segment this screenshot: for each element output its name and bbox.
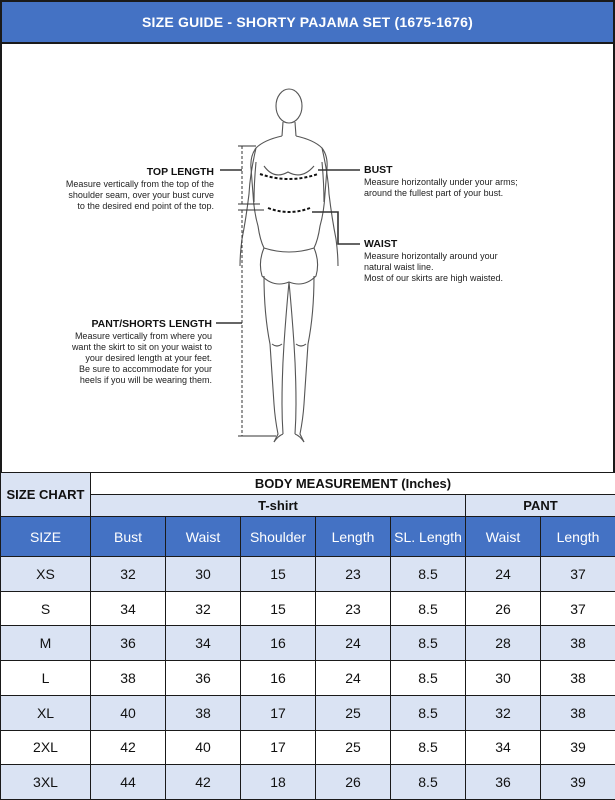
measurement-cell: 17 — [241, 730, 316, 765]
table-row — [1, 730, 615, 765]
waist-heading: WAIST — [364, 238, 398, 250]
measurement-cell: 16 — [241, 661, 316, 696]
measurement-cell: 8.5 — [391, 765, 466, 800]
measurement-cell: 39 — [541, 765, 615, 800]
table-row — [1, 557, 615, 592]
bust-heading: BUST — [364, 164, 393, 176]
measurement-cell: 23 — [316, 557, 391, 592]
measurement-cell: 17 — [241, 695, 316, 730]
column-header: Length — [541, 517, 615, 557]
measurement-cell: 24 — [316, 661, 391, 696]
bust-label — [364, 164, 564, 199]
size-cell: L — [1, 661, 91, 696]
measurement-cell: 28 — [466, 626, 541, 661]
measurement-cell: 38 — [541, 661, 615, 696]
size-cell: M — [1, 626, 91, 661]
column-header: Waist — [466, 517, 541, 557]
bust-line: around the fullest part of your bust. — [364, 188, 504, 198]
measurement-cell: 8.5 — [391, 661, 466, 696]
column-header-row — [1, 517, 615, 557]
size-cell: S — [1, 591, 91, 626]
measurement-cell: 32 — [466, 695, 541, 730]
column-header: SIZE — [1, 517, 91, 557]
pant-length-line: want the skirt to sit on your waist to — [71, 342, 212, 352]
size-cell: 3XL — [1, 765, 91, 800]
measurement-cell: 15 — [241, 557, 316, 592]
measurement-cell: 15 — [241, 591, 316, 626]
waist-line: Measure horizontally around your — [364, 251, 498, 261]
table-row — [1, 626, 615, 661]
measurement-cell: 25 — [316, 695, 391, 730]
column-header: Shoulder — [241, 517, 316, 557]
size-cell: XL — [1, 695, 91, 730]
pant-length-line: heels if you will be wearing them. — [79, 375, 212, 385]
measurement-cell: 24 — [316, 626, 391, 661]
measurement-diagram — [0, 44, 615, 472]
size-chart-table — [0, 472, 615, 800]
top-length-line: to the desired end point of the top. — [77, 201, 214, 211]
measurement-cell: 26 — [316, 765, 391, 800]
measurement-cell: 42 — [166, 765, 241, 800]
measurement-cell: 36 — [91, 626, 166, 661]
mannequin-head — [276, 89, 302, 123]
measurement-cell: 8.5 — [391, 626, 466, 661]
bust-measure-line — [260, 174, 318, 179]
measurement-cell: 8.5 — [391, 557, 466, 592]
top-length-label — [42, 166, 214, 212]
measurement-cell: 34 — [91, 591, 166, 626]
page-title: SIZE GUIDE - SHORTY PAJAMA SET (1675-1676) — [0, 0, 615, 44]
column-header: Length — [316, 517, 391, 557]
measurement-cell: 23 — [316, 591, 391, 626]
size-cell: 2XL — [1, 730, 91, 765]
tshirt-group-header: T-shirt — [91, 495, 466, 517]
measurement-cell: 36 — [166, 661, 241, 696]
top-length-heading: TOP LENGTH — [146, 166, 214, 178]
measurement-cell: 40 — [166, 730, 241, 765]
measurement-cell: 38 — [91, 661, 166, 696]
table-row — [1, 591, 615, 626]
measurement-cell: 30 — [466, 661, 541, 696]
measurement-cell: 38 — [541, 626, 615, 661]
waist-measure-line — [268, 208, 310, 212]
column-header: Waist — [166, 517, 241, 557]
measurement-cell: 37 — [541, 557, 615, 592]
measurement-cell: 39 — [541, 730, 615, 765]
pant-length-line: Measure vertically from where you — [74, 331, 212, 341]
table-row — [1, 661, 615, 696]
waist-label — [364, 238, 564, 284]
column-header: Bust — [91, 517, 166, 557]
measurement-cell: 32 — [166, 591, 241, 626]
table-row — [1, 765, 615, 800]
table-row — [1, 695, 615, 730]
pant-length-line: Be sure to accommodate for your — [78, 364, 212, 374]
top-length-line: Measure vertically from the top of the — [65, 179, 214, 189]
measurement-cell: 37 — [541, 591, 615, 626]
measurement-cell: 34 — [166, 626, 241, 661]
measurement-cell: 38 — [166, 695, 241, 730]
measurement-cell: 40 — [91, 695, 166, 730]
measurement-cell: 8.5 — [391, 591, 466, 626]
measurement-cell: 8.5 — [391, 695, 466, 730]
measurement-cell: 32 — [91, 557, 166, 592]
column-header: SL. Length — [391, 517, 466, 557]
measurement-cell: 24 — [466, 557, 541, 592]
measurement-cell: 34 — [466, 730, 541, 765]
measurement-cell: 30 — [166, 557, 241, 592]
bust-line: Measure horizontally under your arms; — [364, 177, 518, 187]
waist-line: Most of our skirts are high waisted. — [364, 273, 504, 283]
measurement-cell: 25 — [316, 730, 391, 765]
measurement-cell: 18 — [241, 765, 316, 800]
measurement-cell: 38 — [541, 695, 615, 730]
measurement-cell: 16 — [241, 626, 316, 661]
size-cell: XS — [1, 557, 91, 592]
measurement-cell: 36 — [466, 765, 541, 800]
pant-length-line: your desired length at your feet. — [85, 353, 212, 363]
measurement-cell: 44 — [91, 765, 166, 800]
pant-length-heading: PANT/SHORTS LENGTH — [91, 318, 212, 330]
measurement-cell: 8.5 — [391, 730, 466, 765]
measurement-cell: 26 — [466, 591, 541, 626]
pant-group-header: PANT — [466, 495, 615, 517]
pant-length-label — [42, 318, 212, 386]
top-length-line: shoulder seam, over your bust curve — [68, 190, 214, 200]
body-measurement-header: BODY MEASUREMENT (Inches) — [91, 473, 615, 495]
measurement-cell: 42 — [91, 730, 166, 765]
waist-line: natural waist line. — [364, 262, 434, 272]
size-chart-label: SIZE CHART — [1, 473, 91, 517]
